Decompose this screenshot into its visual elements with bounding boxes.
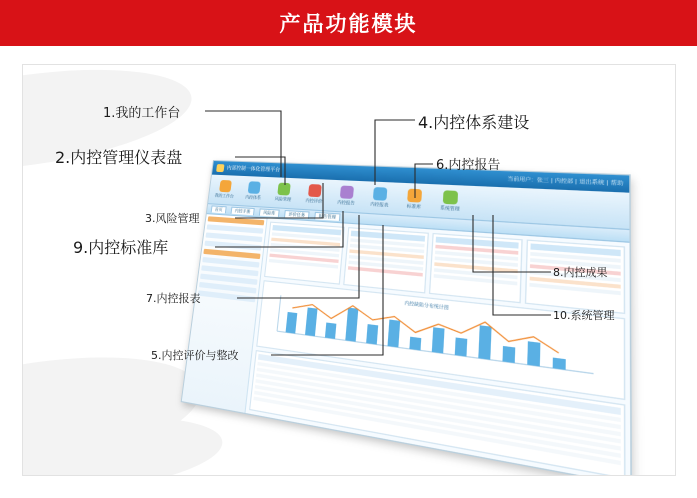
decorative-swoosh-top [22, 64, 198, 188]
shield-icon [277, 183, 290, 196]
toolbar-button-sheets[interactable] [364, 187, 395, 209]
gear-icon [443, 190, 458, 204]
home-icon [219, 180, 232, 192]
layers-icon [248, 181, 261, 194]
callout-9-standard-library: 9.内控标准库 [73, 238, 169, 257]
callout-6-internal-report: 6.内控报告 [436, 158, 501, 173]
app-main-content [246, 218, 631, 476]
toolbar-label: 内控报表 [370, 200, 389, 208]
page-banner [0, 0, 697, 46]
book-icon [407, 189, 422, 203]
toolbar-button-evaluation[interactable] [300, 184, 329, 205]
app-body [182, 214, 631, 476]
toolbar-label: 标准库 [406, 202, 422, 210]
page-title: 产品功能模块 [279, 12, 418, 36]
callout-5-evaluation: 5.内控评价与整改 [151, 349, 239, 362]
tab-manual[interactable]: 内控手册 [231, 207, 255, 216]
app-user-info: 当前用户：张三 | 内控部 | 退出系统 | 帮助 [507, 176, 624, 188]
toolbar-label: 我的工作台 [214, 192, 235, 199]
callout-10-system-admin: 10.系统管理 [553, 309, 615, 322]
tab-report[interactable]: 报告管理 [314, 212, 340, 221]
callout-2-dashboard: 2.内控管理仪表盘 [55, 148, 183, 167]
dashboard-card [429, 233, 522, 303]
chart-title: 内控缺陷分布统计图 [404, 299, 450, 311]
table-icon [373, 187, 388, 201]
callout-7-control-sheets: 7.内控报表 [146, 292, 201, 305]
toolbar-button-risk[interactable] [269, 182, 297, 203]
toolbar-button-system-build[interactable] [240, 181, 268, 202]
app-logo-icon [216, 164, 224, 172]
tab-home[interactable]: 首页 [211, 205, 227, 213]
tab-eval-task[interactable]: 评价任务 [284, 210, 310, 219]
toolbar-label: 内控评价 [305, 197, 323, 204]
toolbar-button-system-admin[interactable] [434, 190, 467, 213]
toolbar-button-workbench[interactable] [212, 180, 239, 200]
dashboard-card [343, 227, 429, 293]
toolbar-label: 内控报告 [337, 199, 355, 206]
diagram-panel [22, 64, 676, 476]
check-icon [308, 184, 322, 197]
app-window-title: 内部控制一体化管理平台 [226, 165, 281, 174]
callout-1-my-workbench: 1.我的工作台 [103, 106, 181, 121]
toolbar-button-report[interactable] [332, 185, 362, 207]
callout-4-system-building: 4.内控体系建设 [418, 113, 530, 132]
report-icon [340, 185, 354, 198]
toolbar-label: 系统管理 [439, 204, 460, 212]
toolbar-label: 风险管理 [274, 195, 292, 202]
toolbar-label: 内控体系 [245, 194, 262, 201]
tab-risk-lib[interactable]: 风险库 [259, 208, 280, 217]
callout-8-results: 8.内控成果 [553, 266, 608, 279]
toolbar-button-standard-library[interactable] [398, 188, 430, 211]
callout-3-risk-management: 3.风险管理 [145, 212, 200, 225]
sidebar-item[interactable] [208, 216, 265, 225]
dashboard-card [264, 222, 344, 285]
